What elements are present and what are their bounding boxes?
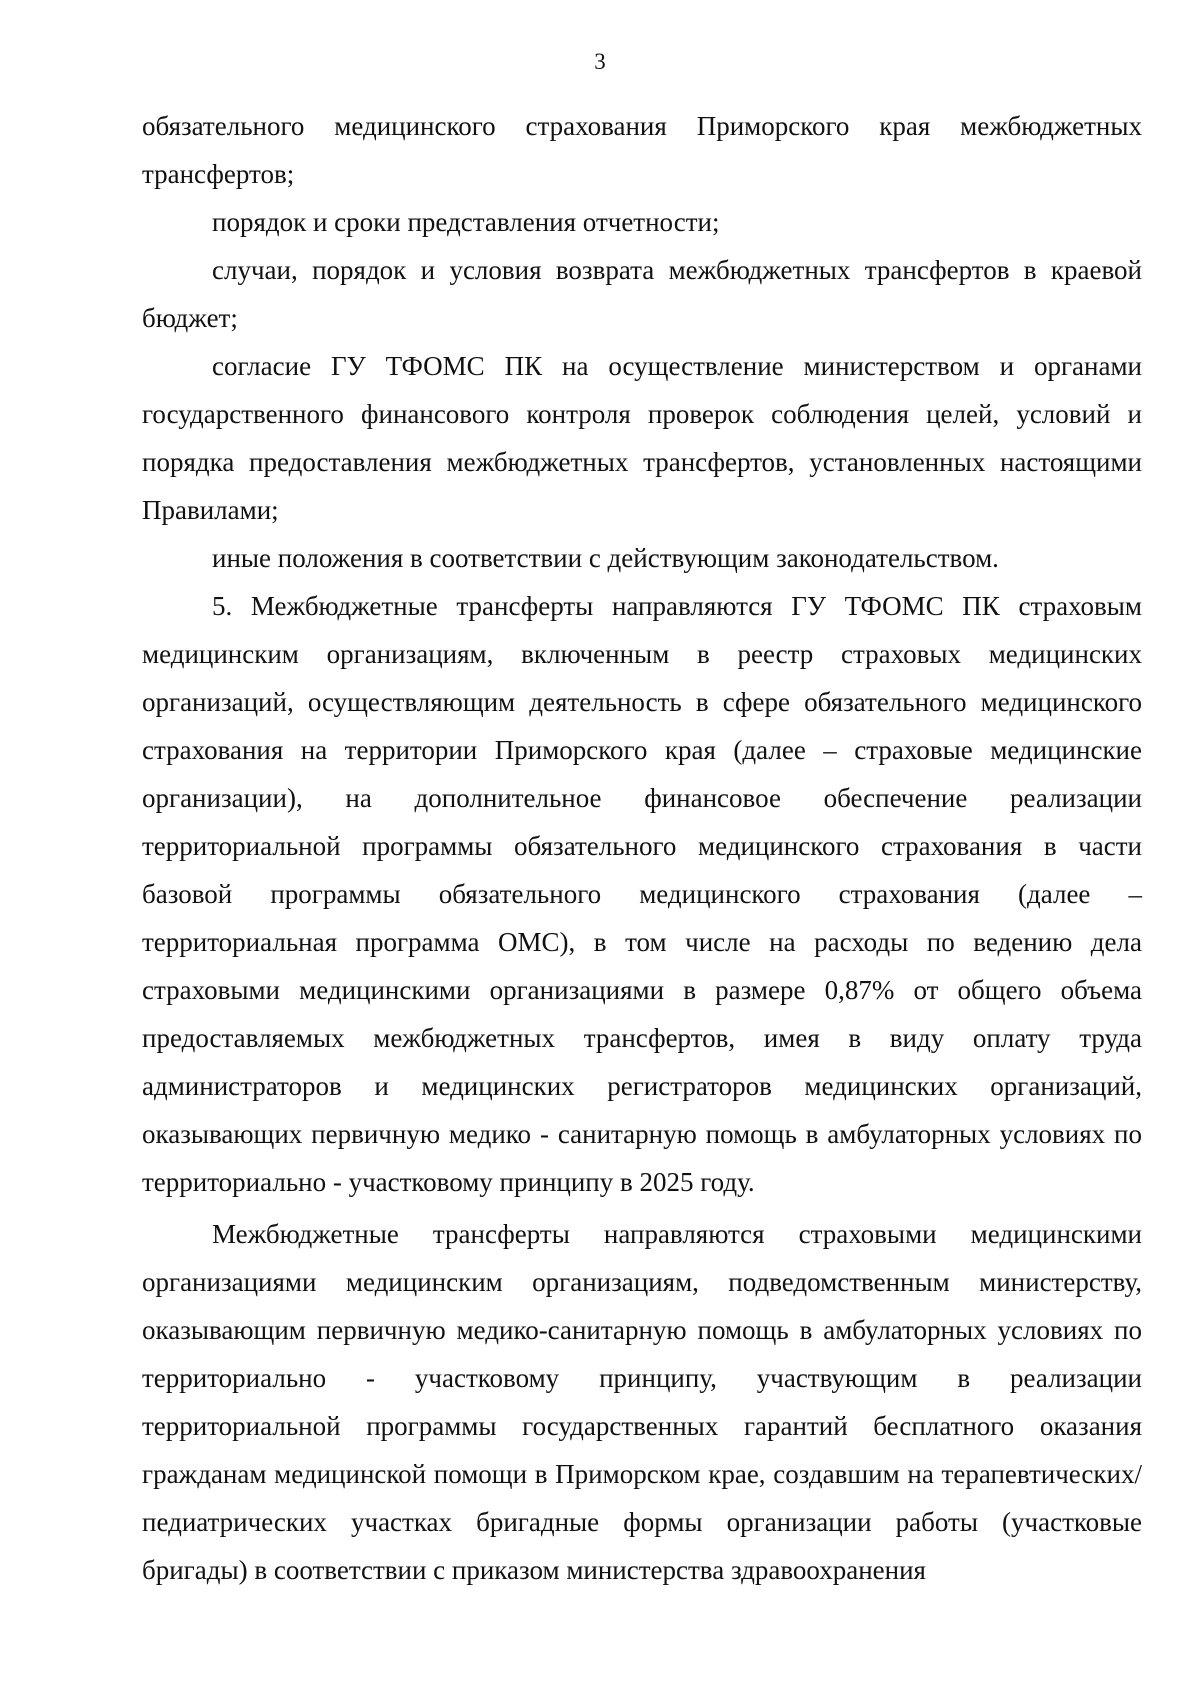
page-number: 3 (594, 49, 606, 74)
paragraph-item-5: 5. Межбюджетные трансферты направляются ГУ ТФОМС ПК страховым медицинским организациям, включенным в реестр страховых медицинских организаций, осуществляющим деятельность в сфере обязательного медицинского страхования на территории Приморского края (далее – страховые медицинские организации), на дополнительное финансовое обеспечение реализации территориальной программы обязательного медицинского страхования в части базовой программы обязательного медицинского страхования (далее – территориальная программа ОМС), в том числе на расходы по ведению дела страховыми медицинскими организациями в размере 0,87% от общего объема предоставляемых межбюджетных трансфертов, имея в виду оплату труда администраторов и медицинских регистраторов медицинских организаций, оказывающих первичную медико - санитарную помощь в амбулаторных условиях по территориально - участковому принципу в 2025 году. (142, 591, 1142, 1197)
paragraph-reporting-terms: порядок и сроки представления отчетности; (212, 207, 720, 237)
paragraph-other-provisions: иные положения в соответствии с действующим законодательством. (212, 543, 999, 573)
paragraph-transfers-direction: Межбюджетные трансферты направляются страховыми медицинскими организациями медицинским организациям, подведомственным министерству, оказывающим первичную медико-санитарную помощь в амбулаторных условиях по территориально - участковому принципу, участвующим в реализации территориальной программы государственных гарантий бесплатного оказания гражданам медицинской помощи в Приморском крае, создавшим на терапевтических/педиатрических участках бригадные формы организации работы (участковые бригады) в соответствии с приказом министерства здравоохранения (142, 1219, 1142, 1585)
paragraph-return-conditions: случаи, порядок и условия возврата межбюджетных трансфертов в краевой бюджет; (142, 255, 1142, 333)
document-body (142, 102, 1142, 1594)
paragraph-consent: согласие ГУ ТФОМС ПК на осуществление министерством и органами государственного финансового контроля проверок соблюдения целей, условий и порядка предоставления межбюджетных трансфертов, установленных настоящими Правилами; (142, 351, 1142, 525)
paragraph-continuation: обязательного медицинского страхования Приморского края межбюджетных трансфертов; (142, 111, 1142, 189)
